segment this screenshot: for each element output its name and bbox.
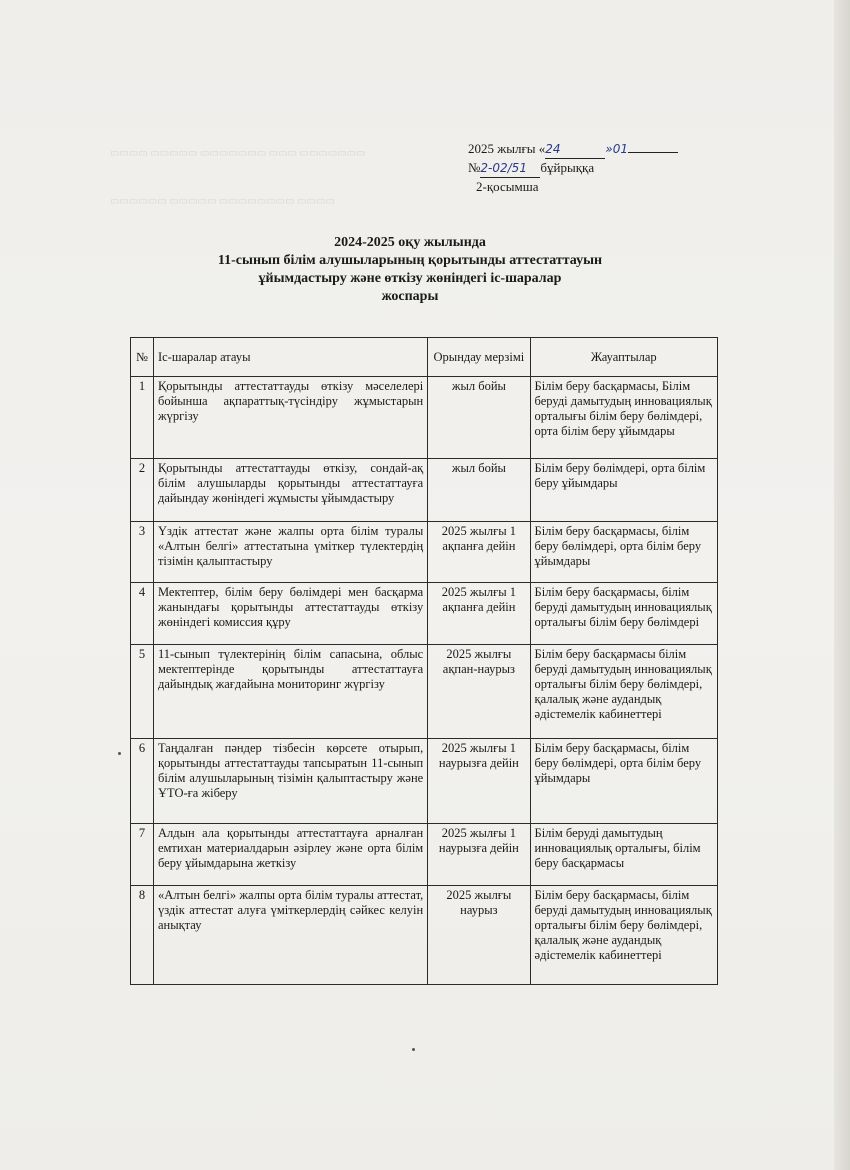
- title-line-2: 11-сынып білім алушыларының қорытынды аттестаттауын: [217, 253, 603, 268]
- responsible-cell: Білім беру басқармасы, білім беруді дамытудың инновациялық орталығы білім беру бөлімдері: [530, 583, 717, 645]
- order-number-line: [468, 159, 768, 178]
- responsible-cell: Білім беру басқармасы, білім беру бөлімдері, орта білім беру ұйымдары: [530, 522, 717, 583]
- header-event-name: Іс-шаралар атауы: [153, 338, 427, 377]
- deadline-cell: 2025 жылғы ақпан-наурыз: [428, 645, 530, 739]
- deadline-cell: 2025 жылғы 1 наурызға дейін: [428, 824, 530, 886]
- bleed-through-text: ▭▭▭▭ ▭▭▭▭▭ ▭▭▭▭▭▭▭ ▭▭▭ ▭▭▭▭▭▭▭: [110, 148, 366, 159]
- deadline-cell: 2025 жылғы 1 ақпанға дейін: [428, 522, 530, 583]
- deadline-cell: 2025 жылғы 1 ақпанға дейін: [428, 583, 530, 645]
- table-row: [131, 459, 718, 522]
- scan-dot: [412, 1048, 415, 1051]
- event-name-cell: Мектептер, білім беру бөлімдері мен басқарма жанындағы қорытынды аттестаттауды өткізу жөніндегі комиссия құру: [153, 583, 427, 645]
- row-number: 8: [131, 886, 154, 985]
- page-edge-shadow: [834, 0, 850, 1170]
- event-name-cell: Қорытынды аттестаттауды өткізу, сондай-ақ білім алушыларды қорытынды аттестаттауға дайындау жөніндегі жұмысты ұйымдастыру: [153, 459, 427, 522]
- row-number: 2: [131, 459, 154, 522]
- title-line-3: ұйымдастыру және өткізу жөніндегі іс-шаралар: [258, 271, 562, 286]
- event-name-cell: Таңдалған пәндер тізбесін көрсете отырып, қорытынды аттестаттауды тапсыратын 11-сынып білім алушыларының тізімін қалыптастыру және ҰТО-ға жіберу: [153, 739, 427, 824]
- appendix-label: 2-қосымша: [476, 179, 539, 194]
- handwritten-day: 24: [545, 141, 605, 159]
- events-plan-table: [130, 337, 718, 985]
- row-number: 3: [131, 522, 154, 583]
- responsible-cell: Білім беру басқармасы, Білім беруді дамытудың инновациялық орталығы білім беру бөлімдері, орта білім беру ұйымдары: [530, 377, 717, 459]
- order-reference-block: [468, 140, 768, 195]
- responsible-cell: Білім беру басқармасы, білім беруді дамытудың инновациялық орталығы білім беру бөлімдері, қалалық және аудандық әдістемелік кабинеттері: [530, 886, 717, 985]
- scan-dot: [118, 752, 121, 755]
- date-underline: [628, 152, 678, 153]
- handwritten-order-number: 2-02/51: [480, 160, 540, 178]
- table-header-row: [131, 338, 718, 377]
- header-responsible: Жауаптылар: [530, 338, 717, 377]
- responsible-cell: Білім беру бөлімдері, орта білім беру ұйымдары: [530, 459, 717, 522]
- row-number: 5: [131, 645, 154, 739]
- handwritten-month: »01: [605, 142, 628, 156]
- deadline-cell: 2025 жылғы 1 наурызға дейін: [428, 739, 530, 824]
- row-number: 6: [131, 739, 154, 824]
- deadline-cell: жыл бойы: [428, 377, 530, 459]
- title-line-1: 2024-2025 оқу жылында: [334, 235, 486, 250]
- table-row: [131, 739, 718, 824]
- responsible-cell: Білім беруді дамытудың инновациялық орталығы, білім беру басқармасы: [530, 824, 717, 886]
- order-date-line: [468, 140, 768, 159]
- order-date-label: 2025 жылғы «: [468, 141, 546, 156]
- table-row: [131, 377, 718, 459]
- header-num: №: [131, 338, 154, 377]
- table-row: [131, 583, 718, 645]
- responsible-cell: Білім беру басқармасы білім беруді дамытудың инновациялық орталығы білім беру бөлімдері, қалалық және аудандық әдістемелік кабинеттері: [530, 645, 717, 739]
- table-row: [131, 886, 718, 985]
- deadline-cell: жыл бойы: [428, 459, 530, 522]
- document-title: [160, 234, 660, 306]
- header-deadline: Орындау мерзімі: [428, 338, 530, 377]
- row-number: 1: [131, 377, 154, 459]
- table-row: [131, 824, 718, 886]
- title-line-4: жоспары: [381, 289, 439, 304]
- row-number: 4: [131, 583, 154, 645]
- table-row: [131, 645, 718, 739]
- bleed-through-text: ▭▭▭▭▭▭ ▭▭▭▭▭ ▭▭▭▭▭▭▭▭ ▭▭▭▭: [110, 196, 335, 207]
- event-name-cell: 11-сынып түлектерінің білім сапасына, облыс мектептерінде қорытынды аттестаттауға дайындық жағдайына мониторинг жүргізу: [153, 645, 427, 739]
- row-number: 7: [131, 824, 154, 886]
- table-row: [131, 522, 718, 583]
- event-name-cell: Қорытынды аттестаттауды өткізу мәселелері бойынша ақпараттық-түсіндіру жұмыстарын жүргізу: [153, 377, 427, 459]
- order-suffix: бұйрыққа: [540, 160, 595, 175]
- responsible-cell: Білім беру басқармасы, білім беру бөлімдері, орта білім беру ұйымдары: [530, 739, 717, 824]
- event-name-cell: Алдын ала қорытынды аттестаттауға арналған емтихан материалдарын әзірлеу және орта білім беру ұйымдарына жеткізу: [153, 824, 427, 886]
- deadline-cell: 2025 жылғы наурыз: [428, 886, 530, 985]
- table-body: [131, 377, 718, 985]
- event-name-cell: «Алтын белгі» жалпы орта білім туралы аттестат, үздік аттестат алуға үміткерлердің сәйкес келуін анықтау: [153, 886, 427, 985]
- event-name-cell: Үздік аттестат және жалпы орта білім туралы «Алтын белгі» аттестатына үміткер түлектердің тізімін қалыптастыру: [153, 522, 427, 583]
- order-number-prefix: №: [468, 160, 481, 175]
